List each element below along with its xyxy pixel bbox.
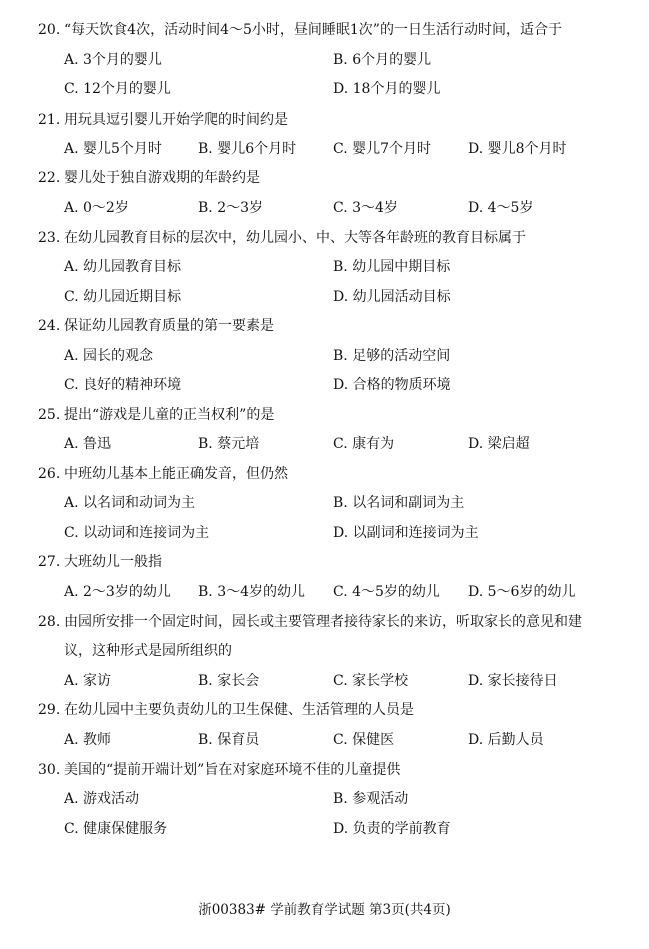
- question-24-option-a: A. 园长的观念: [64, 348, 154, 364]
- question-26-option-c: C. 以动词和连接词为主: [64, 525, 210, 541]
- question-text: 保证幼儿园教育质量的第一要素是: [64, 318, 274, 334]
- question-20-stem: [38, 20, 562, 40]
- question-24-option-d: D. 合格的物质环境: [333, 377, 451, 393]
- question-29-stem: [38, 700, 414, 720]
- question-25-option-a: A. 鲁迅: [64, 436, 112, 452]
- question-25-option-b: B. 蔡元培: [198, 436, 260, 452]
- question-20-option-c: C. 12个月的婴儿: [64, 81, 171, 97]
- question-23-option-d: D. 幼儿园活动目标: [333, 289, 451, 305]
- question-28-option-d: D. 家长接待日: [468, 673, 558, 689]
- question-28-option-b: B. 家长会: [198, 673, 260, 689]
- question-21-option-b: B. 婴儿6个月时: [198, 141, 297, 157]
- question-28-option-c: C. 家长学校: [333, 673, 409, 689]
- question-number: 27.: [38, 554, 61, 570]
- question-number: 30.: [38, 762, 61, 778]
- question-text: 在幼儿园教育目标的层次中，幼儿园小、中、大等各年龄班的教育目标属于: [64, 230, 526, 246]
- question-text: 大班幼儿一般指: [64, 554, 162, 570]
- question-22-option-a: A. 0～2岁: [64, 200, 129, 216]
- question-28-stem: [38, 612, 582, 632]
- question-21-option-a: A. 婴儿5个月时: [64, 141, 162, 157]
- question-number: 22.: [38, 170, 61, 186]
- question-number: 21.: [38, 112, 61, 128]
- question-text: 美国的“提前开端计划”旨在对家庭环境不佳的儿童提供: [64, 762, 401, 778]
- question-30-option-c: C. 健康保健服务: [64, 821, 168, 837]
- question-21-option-d: D. 婴儿8个月时: [468, 141, 567, 157]
- question-25-option-d: D. 梁启超: [468, 436, 530, 452]
- question-29-option-c: C. 保健医: [333, 732, 395, 748]
- question-28-stem-continued: 议，这种形式是园所组织的: [64, 643, 232, 659]
- question-text: 用玩具逗引婴儿开始学爬的时间约是: [64, 112, 288, 128]
- question-25-stem: [38, 405, 274, 425]
- question-24-option-c: C. 良好的精神环境: [64, 377, 182, 393]
- question-20-option-b: B. 6个月的婴儿: [333, 52, 432, 68]
- question-27-option-c: C. 4～5岁的幼儿: [333, 584, 440, 600]
- question-number: 28.: [38, 614, 61, 630]
- question-30-option-d: D. 负责的学前教育: [333, 821, 451, 837]
- question-22-stem: [38, 168, 260, 188]
- question-number: 24.: [38, 318, 61, 334]
- question-20-option-d: D. 18个月的婴儿: [333, 81, 441, 97]
- question-text: 由园所安排一个固定时间，园长或主要管理者接待家长的来访，听取家长的意见和建: [64, 614, 582, 630]
- question-number: 20.: [38, 22, 61, 38]
- question-24-option-b: B. 足够的活动空间: [333, 348, 451, 364]
- question-26-option-a: A. 以名词和动词为主: [64, 495, 196, 511]
- question-25-option-c: C. 康有为: [333, 436, 395, 452]
- question-29-option-b: B. 保育员: [198, 732, 260, 748]
- question-text: “每天饮食4次，活动时间4～5小时，昼间睡眠1次”的一日生活行动时间，适合于: [64, 22, 562, 38]
- question-number: 23.: [38, 230, 61, 246]
- question-text: 婴儿处于独自游戏期的年龄约是: [64, 170, 260, 186]
- question-23-option-c: C. 幼儿园近期目标: [64, 289, 182, 305]
- question-text: 中班幼儿基本上能正确发音，但仍然: [64, 466, 288, 482]
- question-30-option-b: B. 参观活动: [333, 791, 409, 807]
- page-footer: 浙00383# 学前教育学试题 第3页(共4页): [198, 902, 451, 918]
- question-29-option-d: D. 后勤人员: [468, 732, 544, 748]
- question-text: 在幼儿园中主要负责幼儿的卫生保健、生活管理的人员是: [64, 702, 414, 718]
- question-30-stem: [38, 760, 400, 780]
- question-23-option-a: A. 幼儿园教育目标: [64, 259, 182, 275]
- question-22-option-d: D. 4～5岁: [468, 200, 534, 216]
- question-number: 25.: [38, 407, 61, 423]
- question-27-option-d: D. 5～6岁的幼儿: [468, 584, 576, 600]
- question-20-option-a: A. 3个月的婴儿: [64, 52, 162, 68]
- question-29-option-a: A. 教师: [64, 732, 112, 748]
- question-26-option-b: B. 以名词和副词为主: [333, 495, 465, 511]
- question-27-stem: [38, 552, 162, 572]
- question-27-option-b: B. 3～4岁的幼儿: [198, 584, 306, 600]
- question-text: 提出“游戏是儿童的正当权利”的是: [64, 407, 275, 423]
- question-28-option-a: A. 家访: [64, 673, 112, 689]
- question-number: 29.: [38, 702, 61, 718]
- question-22-option-c: C. 3～4岁: [333, 200, 398, 216]
- question-24-stem: [38, 316, 274, 336]
- question-21-stem: [38, 110, 288, 130]
- question-26-stem: [38, 464, 288, 484]
- question-27-option-a: A. 2～3岁的幼儿: [64, 584, 171, 600]
- question-21-option-c: C. 婴儿7个月时: [333, 141, 432, 157]
- question-22-option-b: B. 2～3岁: [198, 200, 264, 216]
- question-23-stem: [38, 228, 526, 248]
- question-26-option-d: D. 以副词和连接词为主: [333, 525, 479, 541]
- question-number: 26.: [38, 466, 61, 482]
- question-30-option-a: A. 游戏活动: [64, 791, 140, 807]
- question-23-option-b: B. 幼儿园中期目标: [333, 259, 451, 275]
